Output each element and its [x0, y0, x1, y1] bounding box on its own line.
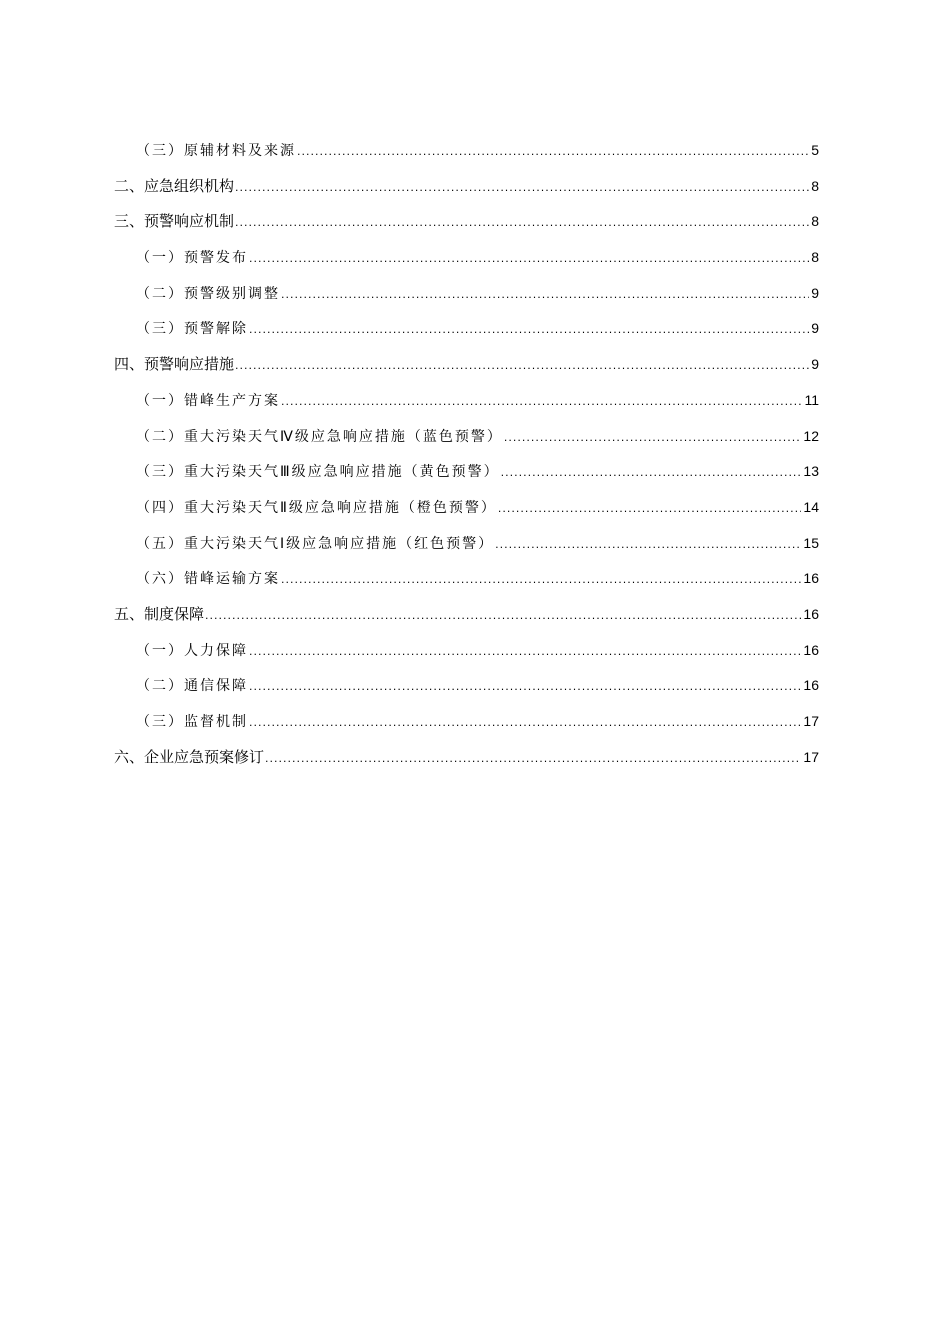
toc-entry[interactable]	[114, 740, 819, 776]
toc-entry[interactable]	[114, 169, 819, 205]
toc-entry-title: （一）人力保障	[136, 642, 248, 659]
toc-entry-title: 二、应急组织机构	[114, 176, 235, 195]
toc-entry-title: （三）重大污染天气Ⅲ级应急响应措施（黄色预警）	[136, 464, 500, 481]
toc-entry[interactable]	[114, 633, 819, 669]
toc-entry-title: 六、企业应急预案修订	[114, 747, 265, 766]
toc-leader-dots	[501, 455, 802, 491]
toc-entry-page: 5	[811, 142, 819, 158]
toc-entry-page: 16	[803, 605, 819, 622]
toc-entry-title: （一）错峰生产方案	[136, 392, 280, 409]
toc-entry-title: （五）重大污染天气Ⅰ级应急响应措施（红色预警）	[136, 535, 495, 552]
toc-entry-page: 17	[803, 748, 819, 765]
toc-leader-dots	[498, 491, 802, 527]
toc-leader-dots	[249, 705, 801, 741]
toc-entry[interactable]	[114, 383, 819, 419]
toc-entry-title: （六）错峰运输方案	[136, 571, 280, 588]
toc-entry[interactable]	[114, 597, 819, 633]
toc-entry[interactable]	[114, 240, 819, 276]
toc-entry[interactable]	[114, 276, 819, 312]
table-of-contents	[114, 133, 819, 775]
toc-entry-title: （二）通信保障	[136, 678, 248, 695]
toc-leader-dots	[504, 420, 802, 456]
toc-entry-title: （二）预警级别调整	[136, 285, 280, 302]
toc-entry-title: （三）预警解除	[136, 321, 248, 338]
toc-entry[interactable]	[114, 704, 819, 740]
toc-entry[interactable]	[114, 454, 819, 490]
toc-entry[interactable]	[114, 347, 819, 383]
toc-entry-title: （三）原辅材料及来源	[136, 143, 296, 159]
toc-leader-dots	[297, 134, 809, 170]
toc-entry-page: 13	[803, 463, 819, 480]
toc-leader-dots	[265, 741, 801, 777]
toc-leader-dots	[235, 170, 809, 206]
toc-entry-page: 8	[811, 213, 819, 230]
toc-entry[interactable]	[114, 419, 819, 455]
toc-entry-title: 四、预警响应措施	[114, 355, 235, 374]
toc-leader-dots	[249, 241, 809, 277]
toc-entry-page: 15	[803, 534, 819, 551]
toc-entry-title: （二）重大污染天气Ⅳ级应急响应措施（蓝色预警）	[136, 428, 503, 445]
toc-entry-page: 8	[811, 249, 819, 266]
toc-entry-page: 16	[803, 570, 819, 587]
toc-entry-title: 五、制度保障	[114, 604, 205, 623]
toc-entry-title: （四）重大污染天气Ⅱ级应急响应措施（橙色预警）	[136, 499, 497, 516]
toc-leader-dots	[235, 348, 809, 384]
toc-entry-page: 11	[804, 391, 819, 408]
toc-entry-page: 9	[811, 284, 819, 301]
toc-entry[interactable]	[114, 133, 819, 169]
toc-entry-title: （三）监督机制	[136, 714, 248, 730]
toc-entry[interactable]	[114, 490, 819, 526]
toc-entry-page: 14	[803, 498, 819, 515]
toc-entry-title: （一）预警发布	[136, 250, 248, 267]
toc-entry-page: 9	[811, 356, 819, 373]
toc-leader-dots	[205, 598, 801, 634]
toc-leader-dots	[249, 669, 801, 705]
toc-entry-title: 三、预警响应机制	[114, 212, 235, 231]
toc-leader-dots	[281, 277, 809, 313]
toc-entry[interactable]	[114, 204, 819, 240]
toc-entry-page: 9	[811, 320, 819, 337]
toc-leader-dots	[249, 312, 809, 348]
toc-entry-page: 8	[811, 177, 819, 194]
toc-leader-dots	[235, 205, 809, 241]
toc-leader-dots	[281, 384, 802, 420]
toc-leader-dots	[281, 562, 801, 598]
toc-entry[interactable]	[114, 561, 819, 597]
toc-leader-dots	[495, 527, 801, 563]
toc-entry-page: 17	[803, 713, 819, 729]
toc-entry[interactable]	[114, 311, 819, 347]
toc-entry-page: 16	[803, 641, 819, 658]
toc-leader-dots	[249, 634, 801, 670]
toc-entry[interactable]	[114, 526, 819, 562]
toc-entry-page: 16	[803, 677, 819, 694]
toc-entry-page: 12	[803, 427, 819, 444]
toc-entry[interactable]	[114, 668, 819, 704]
